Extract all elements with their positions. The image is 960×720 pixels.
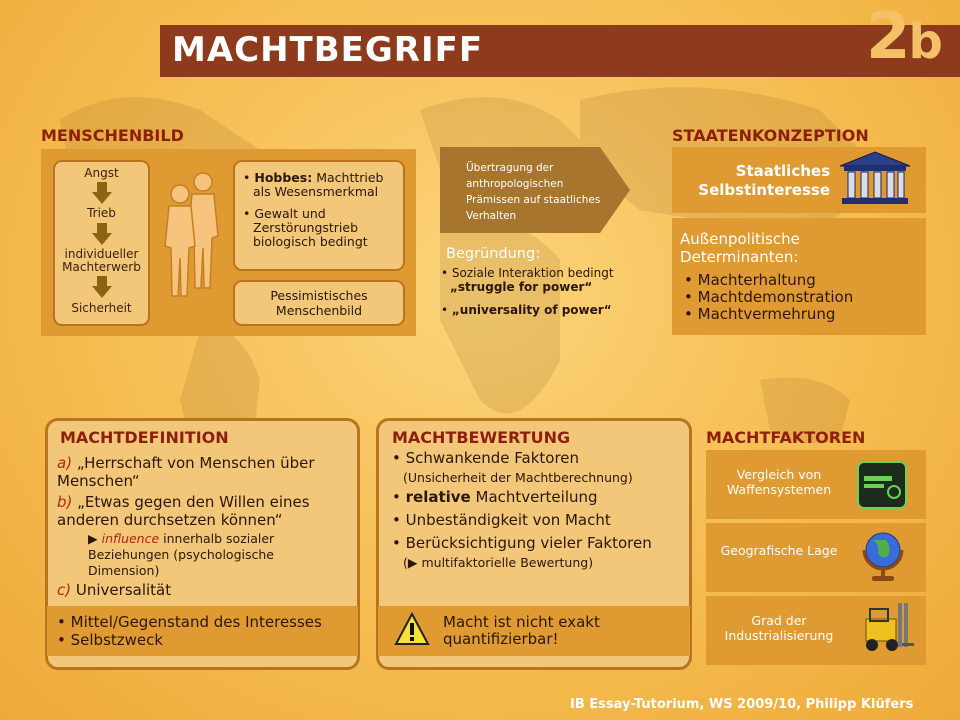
machtdefinition-foot-list xyxy=(57,613,322,649)
globe-icon xyxy=(858,526,908,586)
warning-text: Macht ist nicht exakt quantifizierbar! xyxy=(443,613,600,648)
staatenkonzeption-title: STAATENKONZEPTION xyxy=(672,126,869,145)
page-title: MACHTBEGRIFF xyxy=(172,30,484,70)
bewertung-item-3: • Unbeständigkeit von Macht xyxy=(392,511,611,529)
weapon-icon xyxy=(856,460,908,510)
bank-building-icon xyxy=(838,150,912,206)
machtdefinition-title: MACHTDEFINITION xyxy=(60,428,229,447)
menschenbild-title: MENSCHENBILD xyxy=(41,126,184,145)
foot-item: • Selbstzweck xyxy=(57,631,164,649)
chain-item-trieb: Trieb xyxy=(87,206,116,220)
chain-item-machterwerb: individueller Machterwerb xyxy=(62,247,141,274)
bewertung-item-4-sub: (▶ multifaktorielle Bewertung) xyxy=(403,555,594,570)
forklift-icon xyxy=(858,599,914,659)
pessimistisch-box: Pessimistisches Menschenbild xyxy=(233,280,405,326)
transfer-text: Übertragung der anthropologischen Prämissen auf staatliches Verhalten xyxy=(466,162,601,222)
chain-item-sicherheit: Sicherheit xyxy=(71,301,132,315)
selbstinteresse-label: Staatliches Selbstinteresse xyxy=(698,162,830,199)
bewertung-item-4: • Berücksichtigung vieler Faktoren xyxy=(392,534,652,552)
people-silhouette-icon xyxy=(158,170,224,300)
begruendung-list xyxy=(438,266,628,326)
bewertung-item-2: • relative Machtverteilung xyxy=(392,488,598,506)
menschenbild-chain xyxy=(53,160,150,326)
warning-icon xyxy=(394,612,430,646)
definition-b: b) „Etwas gegen den Willen eines anderen durchsetzen können“ xyxy=(57,493,310,529)
chain-item-angst: Angst xyxy=(84,166,119,180)
footer-credit: IB Essay-Tutorium, WS 2009/10, Philipp Klüfers xyxy=(570,697,914,712)
hobbes-box xyxy=(233,160,405,271)
begruendung-title: Begründung: xyxy=(446,246,541,262)
faktor-label: Vergleich von Waffensystemen xyxy=(726,467,832,497)
bewertung-item-1-sub: (Unsicherheit der Machtberechnung) xyxy=(403,470,633,485)
begruendung-item-2: • „universality of power“ xyxy=(441,303,612,317)
machtfaktoren-title: MACHTFAKTOREN xyxy=(706,428,866,447)
gewalt-item: • Gewalt und Zerstörungstrieb biologisch bedingt xyxy=(243,206,368,249)
slide-number: 2b xyxy=(866,0,941,74)
determinanten-title: Außenpolitische Determinanten: xyxy=(680,230,800,266)
bewertung-item-1: • Schwankende Faktoren xyxy=(392,449,580,467)
arrow-down-icon xyxy=(92,276,112,298)
machtbewertung-title: MACHTBEWERTUNG xyxy=(392,428,571,447)
definition-a: a) „Herrschaft von Menschen über Menschen“ xyxy=(57,454,315,490)
arrow-down-icon xyxy=(92,182,112,204)
foot-item: • Mittel/Gegenstand des Interesses xyxy=(57,613,322,631)
determinante-item: • Machtvermehrung xyxy=(684,305,836,323)
influence-note: ▶ influence innerhalb sozialer Beziehungen (psychologische Dimension) xyxy=(88,531,275,578)
faktor-label: Geografische Lage xyxy=(720,543,838,558)
faktor-label: Grad der Industrialisierung xyxy=(724,613,834,643)
determinante-item: • Machterhaltung xyxy=(684,271,816,289)
definition-c: c) Universalität xyxy=(57,581,172,599)
hobbes-item: • Hobbes: Machttrieb als Wesensmerkmal xyxy=(243,170,384,199)
arrow-down-icon xyxy=(92,223,112,245)
determinanten-list xyxy=(684,272,853,323)
begruendung-item-1: • Soziale Interaktion bedingt „struggle for power“ xyxy=(441,266,614,294)
determinante-item: • Machtdemonstration xyxy=(684,288,854,306)
